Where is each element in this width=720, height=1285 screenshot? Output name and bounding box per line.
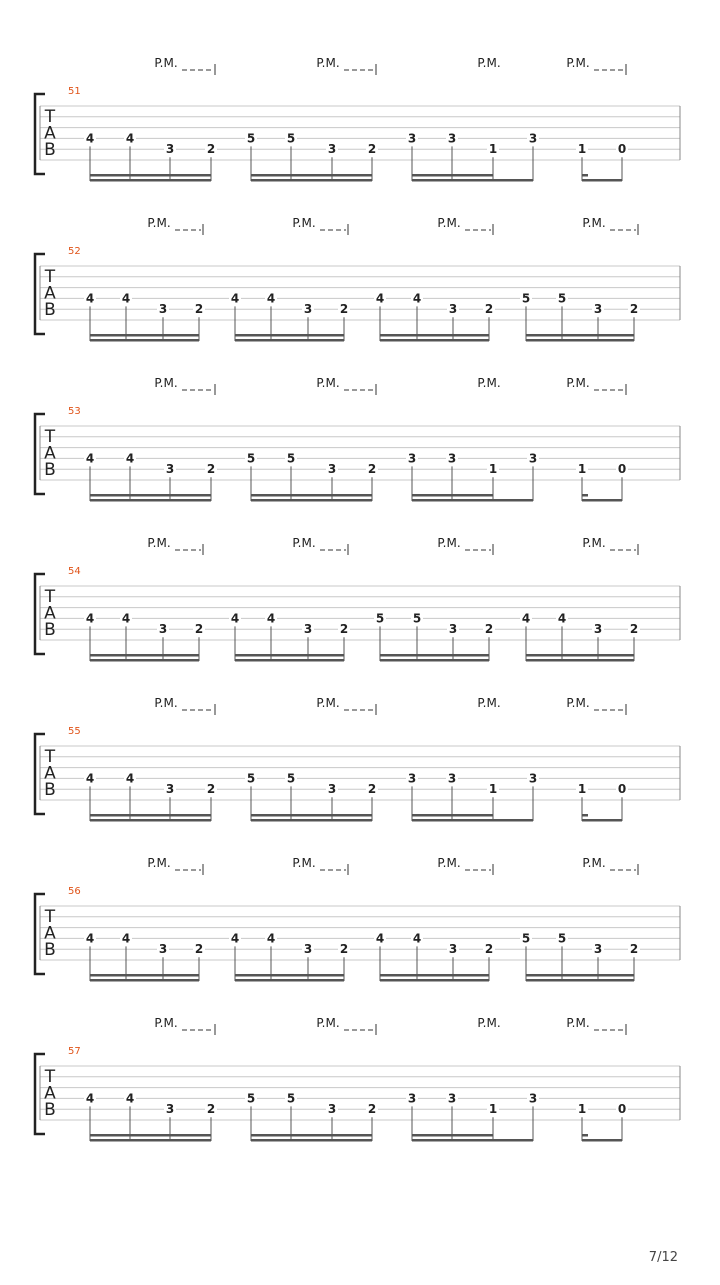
palm-mute-label: P.M. xyxy=(147,216,171,230)
tab-clef-letter: B xyxy=(44,780,56,800)
fret-number: 3 xyxy=(593,942,603,957)
fret-number: 3 xyxy=(447,131,457,146)
fret-number: 2 xyxy=(206,462,216,477)
fret-number: 3 xyxy=(158,302,168,317)
measure-number: 55 xyxy=(68,726,81,737)
beam-secondary xyxy=(380,339,489,342)
fret-number: 4 xyxy=(85,611,95,626)
fret-number: 5 xyxy=(246,131,256,146)
fret-number: 1 xyxy=(577,782,587,797)
measure-number: 54 xyxy=(68,566,81,577)
fret-number: 5 xyxy=(246,1091,256,1106)
beam-secondary xyxy=(251,1139,372,1142)
tab-system-53 xyxy=(35,376,680,502)
palm-mute-label: P.M. xyxy=(437,536,461,550)
fret-number: 2 xyxy=(629,302,639,317)
measure-number: 56 xyxy=(68,886,81,897)
tab-clef-letter: B xyxy=(44,140,56,160)
beam-stub xyxy=(582,174,588,177)
beam xyxy=(412,179,533,182)
fret-number: 3 xyxy=(448,942,458,957)
beam-secondary xyxy=(412,814,493,817)
beam-secondary xyxy=(412,174,493,177)
fret-number: 4 xyxy=(557,611,567,626)
fret-number: 4 xyxy=(375,291,385,306)
fret-number: 3 xyxy=(327,782,337,797)
tab-system-52 xyxy=(35,216,680,342)
fret-number: 5 xyxy=(557,931,567,946)
fret-number: 4 xyxy=(266,611,276,626)
beam-secondary xyxy=(90,1139,211,1142)
beam-primary xyxy=(235,654,344,657)
fret-number: 5 xyxy=(246,771,256,786)
beam-primary xyxy=(90,974,199,977)
fret-number: 2 xyxy=(339,302,349,317)
fret-number: 3 xyxy=(165,142,175,157)
tab-clef-letter: A xyxy=(44,443,56,464)
fret-number: 1 xyxy=(577,142,587,157)
beam-secondary xyxy=(251,499,372,502)
fret-number: 3 xyxy=(448,622,458,637)
measure-number: 53 xyxy=(68,406,81,417)
tab-system-51 xyxy=(35,56,680,182)
tab-clef-letter: A xyxy=(44,283,56,304)
fret-number: 2 xyxy=(206,782,216,797)
palm-mute-label: P.M. xyxy=(477,56,501,70)
fret-number: 5 xyxy=(521,931,531,946)
fret-number: 3 xyxy=(593,302,603,317)
beam-primary xyxy=(90,334,199,337)
fret-number: 1 xyxy=(488,1102,498,1117)
beam-primary xyxy=(90,1134,211,1137)
fret-number: 5 xyxy=(557,291,567,306)
fret-number: 2 xyxy=(367,462,377,477)
tab-clef-letter: B xyxy=(44,940,56,960)
fret-number: 4 xyxy=(230,931,240,946)
tab-clef-letter: A xyxy=(44,1083,56,1104)
fret-number: 5 xyxy=(521,291,531,306)
beam-secondary xyxy=(380,979,489,982)
fret-number: 4 xyxy=(85,771,95,786)
fret-number: 4 xyxy=(125,131,135,146)
measure-number: 57 xyxy=(68,1046,81,1057)
fret-number: 4 xyxy=(266,291,276,306)
palm-mute-label: P.M. xyxy=(154,376,178,390)
fret-number: 4 xyxy=(412,931,422,946)
palm-mute-label: P.M. xyxy=(477,1016,501,1030)
palm-mute-label: P.M. xyxy=(147,856,171,870)
fret-number: 2 xyxy=(206,1102,216,1117)
palm-mute-label: P.M. xyxy=(566,696,590,710)
tab-clef-letter: T xyxy=(44,427,56,447)
fret-number: 2 xyxy=(629,622,639,637)
fret-number: 4 xyxy=(266,931,276,946)
beam-primary xyxy=(380,334,489,337)
fret-number: 2 xyxy=(484,622,494,637)
palm-mute-label: P.M. xyxy=(566,1016,590,1030)
beam xyxy=(582,179,622,182)
tab-clef-letter: B xyxy=(44,620,56,640)
tab-clef-letter: A xyxy=(44,923,56,944)
tab-clef-letter: T xyxy=(44,107,56,127)
fret-number: 4 xyxy=(85,1091,95,1106)
beam-secondary xyxy=(90,979,199,982)
beam xyxy=(582,1139,622,1142)
beam-stub xyxy=(582,814,588,817)
palm-mute-label: P.M. xyxy=(582,216,606,230)
tab-system-57 xyxy=(35,1016,680,1142)
fret-number: 5 xyxy=(286,131,296,146)
fret-number: 3 xyxy=(407,771,417,786)
beam-secondary xyxy=(412,494,493,497)
fret-number: 0 xyxy=(617,782,627,797)
palm-mute-label: P.M. xyxy=(566,56,590,70)
fret-number: 3 xyxy=(407,451,417,466)
beam-primary xyxy=(526,974,634,977)
fret-number: 3 xyxy=(447,771,457,786)
beam xyxy=(582,819,622,822)
fret-number: 3 xyxy=(303,942,313,957)
palm-mute-label: P.M. xyxy=(477,696,501,710)
fret-number: 3 xyxy=(327,462,337,477)
beam-secondary xyxy=(380,659,489,662)
beam-secondary xyxy=(251,179,372,182)
fret-number: 3 xyxy=(447,1091,457,1106)
beam-primary xyxy=(90,654,199,657)
fret-number: 3 xyxy=(593,622,603,637)
fret-number: 4 xyxy=(521,611,531,626)
palm-mute-label: P.M. xyxy=(582,536,606,550)
palm-mute-label: P.M. xyxy=(437,216,461,230)
fret-number: 3 xyxy=(528,131,538,146)
fret-number: 3 xyxy=(165,782,175,797)
fret-number: 3 xyxy=(303,302,313,317)
fret-number: 1 xyxy=(577,462,587,477)
tab-system-54 xyxy=(35,536,680,662)
tab-clef-letter: T xyxy=(44,587,56,607)
fret-number: 3 xyxy=(303,622,313,637)
beam xyxy=(582,499,622,502)
fret-number: 3 xyxy=(327,1102,337,1117)
palm-mute-label: P.M. xyxy=(154,1016,178,1030)
page-number: 7/12 xyxy=(648,1250,678,1265)
beam-secondary xyxy=(90,179,211,182)
fret-number: 1 xyxy=(488,782,498,797)
beam-primary xyxy=(251,174,372,177)
fret-number: 3 xyxy=(528,771,538,786)
beam-secondary xyxy=(526,339,634,342)
beam-primary xyxy=(251,1134,372,1137)
palm-mute-label: P.M. xyxy=(316,56,340,70)
palm-mute-label: P.M. xyxy=(292,216,316,230)
fret-number: 2 xyxy=(194,622,204,637)
fret-number: 4 xyxy=(121,611,131,626)
fret-number: 4 xyxy=(125,451,135,466)
palm-mute-label: P.M. xyxy=(316,1016,340,1030)
beam-primary xyxy=(251,494,372,497)
fret-number: 3 xyxy=(447,451,457,466)
palm-mute-label: P.M. xyxy=(292,536,316,550)
fret-number: 3 xyxy=(407,1091,417,1106)
beam-secondary xyxy=(235,339,344,342)
beam xyxy=(412,499,533,502)
fret-number: 5 xyxy=(286,771,296,786)
beam-secondary xyxy=(412,1134,493,1137)
fret-number: 5 xyxy=(412,611,422,626)
fret-number: 5 xyxy=(246,451,256,466)
palm-mute-label: P.M. xyxy=(316,696,340,710)
fret-number: 2 xyxy=(194,942,204,957)
fret-number: 2 xyxy=(367,782,377,797)
beam xyxy=(412,1139,533,1142)
fret-number: 4 xyxy=(85,291,95,306)
beam-primary xyxy=(251,814,372,817)
beam-primary xyxy=(526,334,634,337)
fret-number: 5 xyxy=(286,1091,296,1106)
palm-mute-label: P.M. xyxy=(292,856,316,870)
fret-number: 4 xyxy=(125,771,135,786)
tab-clef-letter: T xyxy=(44,747,56,767)
beam-secondary xyxy=(90,819,211,822)
tab-system-55 xyxy=(35,696,680,822)
fret-number: 1 xyxy=(577,1102,587,1117)
measure-number: 52 xyxy=(68,246,81,257)
tab-system-56 xyxy=(35,856,680,982)
palm-mute-label: P.M. xyxy=(154,696,178,710)
beam-secondary xyxy=(526,659,634,662)
fret-number: 3 xyxy=(165,462,175,477)
beam-primary xyxy=(380,654,489,657)
fret-number: 2 xyxy=(629,942,639,957)
tab-clef-letter: B xyxy=(44,1100,56,1120)
fret-number: 3 xyxy=(165,1102,175,1117)
fret-number: 4 xyxy=(125,1091,135,1106)
fret-number: 5 xyxy=(375,611,385,626)
fret-number: 4 xyxy=(85,931,95,946)
beam-primary xyxy=(235,334,344,337)
fret-number: 2 xyxy=(339,942,349,957)
beam-secondary xyxy=(90,339,199,342)
beam-secondary xyxy=(526,979,634,982)
fret-number: 3 xyxy=(448,302,458,317)
fret-number: 4 xyxy=(121,291,131,306)
fret-number: 2 xyxy=(339,622,349,637)
fret-number: 3 xyxy=(158,622,168,637)
beam-secondary xyxy=(235,979,344,982)
beam-secondary xyxy=(235,659,344,662)
beam-secondary xyxy=(90,659,199,662)
beam-primary xyxy=(235,974,344,977)
fret-number: 0 xyxy=(617,462,627,477)
fret-number: 4 xyxy=(375,931,385,946)
palm-mute-label: P.M. xyxy=(437,856,461,870)
tab-clef-letter: A xyxy=(44,123,56,144)
fret-number: 4 xyxy=(412,291,422,306)
tab-clef-letter: B xyxy=(44,300,56,320)
fret-number: 2 xyxy=(367,1102,377,1117)
fret-number: 2 xyxy=(206,142,216,157)
tab-clef-letter: B xyxy=(44,460,56,480)
palm-mute-label: P.M. xyxy=(147,536,171,550)
fret-number: 2 xyxy=(484,302,494,317)
palm-mute-label: P.M. xyxy=(154,56,178,70)
palm-mute-label: P.M. xyxy=(582,856,606,870)
fret-number: 3 xyxy=(528,1091,538,1106)
palm-mute-label: P.M. xyxy=(566,376,590,390)
fret-number: 4 xyxy=(85,131,95,146)
palm-mute-label: P.M. xyxy=(316,376,340,390)
tab-clef-letter: T xyxy=(44,907,56,927)
fret-number: 4 xyxy=(230,611,240,626)
beam xyxy=(412,819,533,822)
beam-secondary xyxy=(251,819,372,822)
fret-number: 5 xyxy=(286,451,296,466)
tab-clef-letter: A xyxy=(44,763,56,784)
fret-number: 3 xyxy=(327,142,337,157)
beam-stub xyxy=(582,494,588,497)
fret-number: 2 xyxy=(484,942,494,957)
tab-clef-letter: A xyxy=(44,603,56,624)
beam-secondary xyxy=(90,499,211,502)
beam-primary xyxy=(380,974,489,977)
fret-number: 2 xyxy=(367,142,377,157)
fret-number: 3 xyxy=(158,942,168,957)
fret-number: 0 xyxy=(617,1102,627,1117)
measure-number: 51 xyxy=(68,86,81,97)
fret-number: 0 xyxy=(617,142,627,157)
tab-clef-letter: T xyxy=(44,267,56,287)
tab-clef-letter: T xyxy=(44,1067,56,1087)
fret-number: 4 xyxy=(121,931,131,946)
fret-number: 2 xyxy=(194,302,204,317)
beam-primary xyxy=(90,814,211,817)
fret-number: 3 xyxy=(407,131,417,146)
fret-number: 1 xyxy=(488,142,498,157)
beam-primary xyxy=(90,494,211,497)
fret-number: 3 xyxy=(528,451,538,466)
beam-stub xyxy=(582,1134,588,1137)
fret-number: 1 xyxy=(488,462,498,477)
beam-primary xyxy=(90,174,211,177)
beam-primary xyxy=(526,654,634,657)
palm-mute-label: P.M. xyxy=(477,376,501,390)
fret-number: 4 xyxy=(230,291,240,306)
fret-number: 4 xyxy=(85,451,95,466)
